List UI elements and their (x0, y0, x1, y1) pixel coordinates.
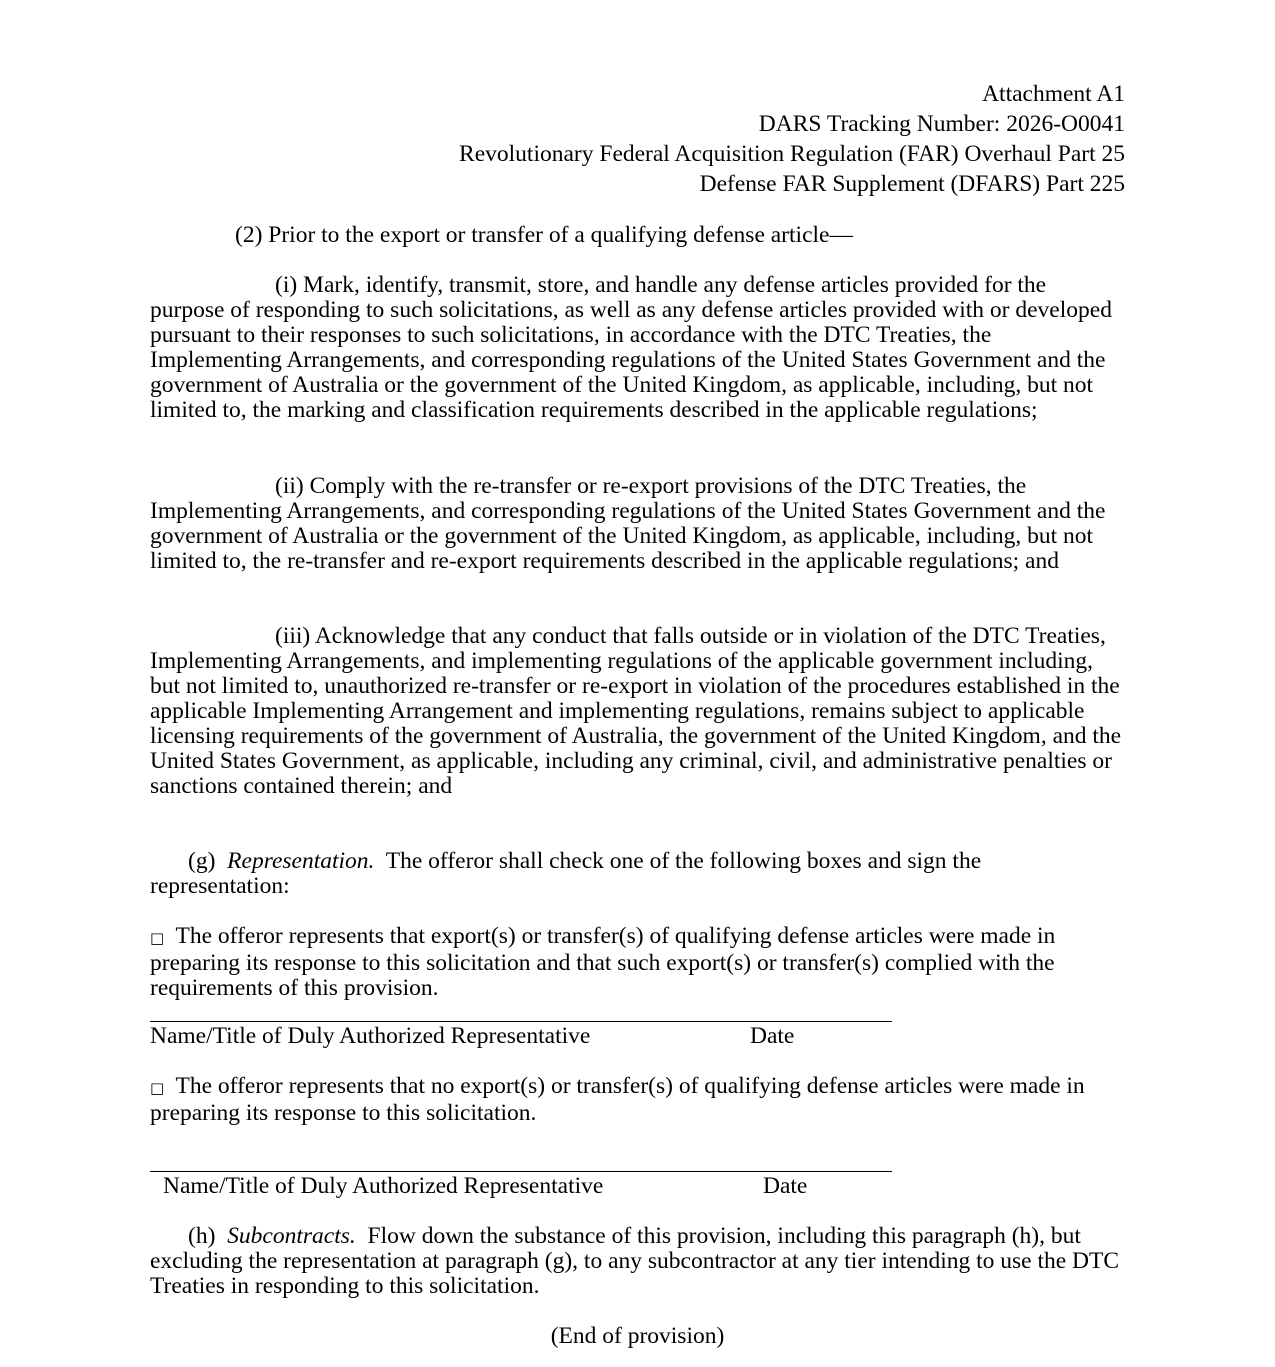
paragraph-g (150, 849, 1125, 899)
checkbox-option-2[interactable]: □ (150, 1079, 165, 1097)
paragraph-g-text: The offeror shall check one of the following boxes and sign the representation: (150, 848, 988, 899)
signature-row-2 (163, 1173, 808, 1199)
paragraph-2: (2) Prior to the export or transfer of a qualifying defense article— (235, 222, 853, 248)
paragraph-g-title: Representation. (227, 848, 375, 874)
paragraph-h (150, 1224, 1125, 1299)
document-header (150, 79, 1125, 199)
signature-1-name-label: Name/Title of Duly Authorized Representative (150, 1023, 591, 1049)
dfars-part-title: Defense FAR Supplement (DFARS) Part 225 (699, 171, 1125, 197)
checkbox-option-1[interactable]: □ (150, 929, 165, 947)
signature-2-date-label: Date (763, 1173, 808, 1199)
signature-line-1 (150, 1021, 892, 1022)
attachment-label: Attachment A1 (982, 81, 1125, 107)
tracking-number: DARS Tracking Number: 2026-O0041 (758, 111, 1125, 137)
paragraph-iii: (iii) Acknowledge that any conduct that falls outside or in violation of the DTC Treaties, Implementing Arrangements, and implementing regulations of the applicable government including, but not limited to, unauthorized re-transfer or re-export in violation of the procedures established in the applicable Implementing Arrangement and implementing regulations, remains subject to applicable licensing requirements of the government of Australia, the government of the United Kingdom, and the United States Government, as applicable, including any criminal, civil, and administrative penalties or sanctions contained therein; and (150, 623, 1122, 799)
paragraph-ii: (ii) Comply with the re-transfer or re-export provisions of the DTC Treaties, the Implementing Arrangements, and corresponding regulations of the United States Government and the government of Australia or the government of the United Kingdom, as applicable, including, but not limited to, the re-transfer and re-export requirements described in the applicable regulations; and (150, 473, 1106, 574)
representation-option-1 (150, 924, 1125, 1001)
paragraph-h-title: Subcontracts. (227, 1223, 356, 1249)
paragraph-h-prefix: (h) (188, 1223, 228, 1249)
document-page (150, 0, 1125, 1367)
option-2-text: The offeror represents that no export(s) or transfer(s) of qualifying defense articles were made in preparing its response to this solicitation. (150, 1073, 1091, 1126)
paragraph-i: (i) Mark, identify, transmit, store, and handle any defense articles provided for the purpose of responding to such solicitations, as well as any defense articles provided with or developed pursuant to their responses to such solicitations, in accordance with the DTC Treaties, the Implementing Arrangements, and corresponding regulations of the United States Government and the government of Australia or the government of the United Kingdom, as applicable, including, but not limited to, the marking and classification requirements described in the applicable regulations; (150, 272, 1112, 423)
signature-2-name-label: Name/Title of Duly Authorized Representative (163, 1173, 604, 1199)
option-1-text: The offeror represents that export(s) or transfer(s) of qualifying defense articles were made in preparing its response to this solicitation and that such export(s) or transfer(s) complied with the requirements of this provision. (150, 923, 1062, 1001)
signature-row-1 (150, 1023, 795, 1049)
paragraph-h-text: Flow down the substance of this provision, including this paragraph (h), but excluding the representation at paragraph (g), to any subcontractor at any tier intending to use the DTC Treaties in responding to this solicitation. (150, 1223, 1125, 1299)
representation-option-2 (150, 1074, 1125, 1126)
end-of-provision: (End of provision) (550, 1323, 725, 1349)
signature-line-2 (150, 1171, 892, 1172)
signature-1-date-label: Date (750, 1023, 795, 1049)
far-part-title: Revolutionary Federal Acquisition Regulation (FAR) Overhaul Part 25 (459, 141, 1125, 167)
paragraph-g-prefix: (g) (188, 848, 228, 874)
